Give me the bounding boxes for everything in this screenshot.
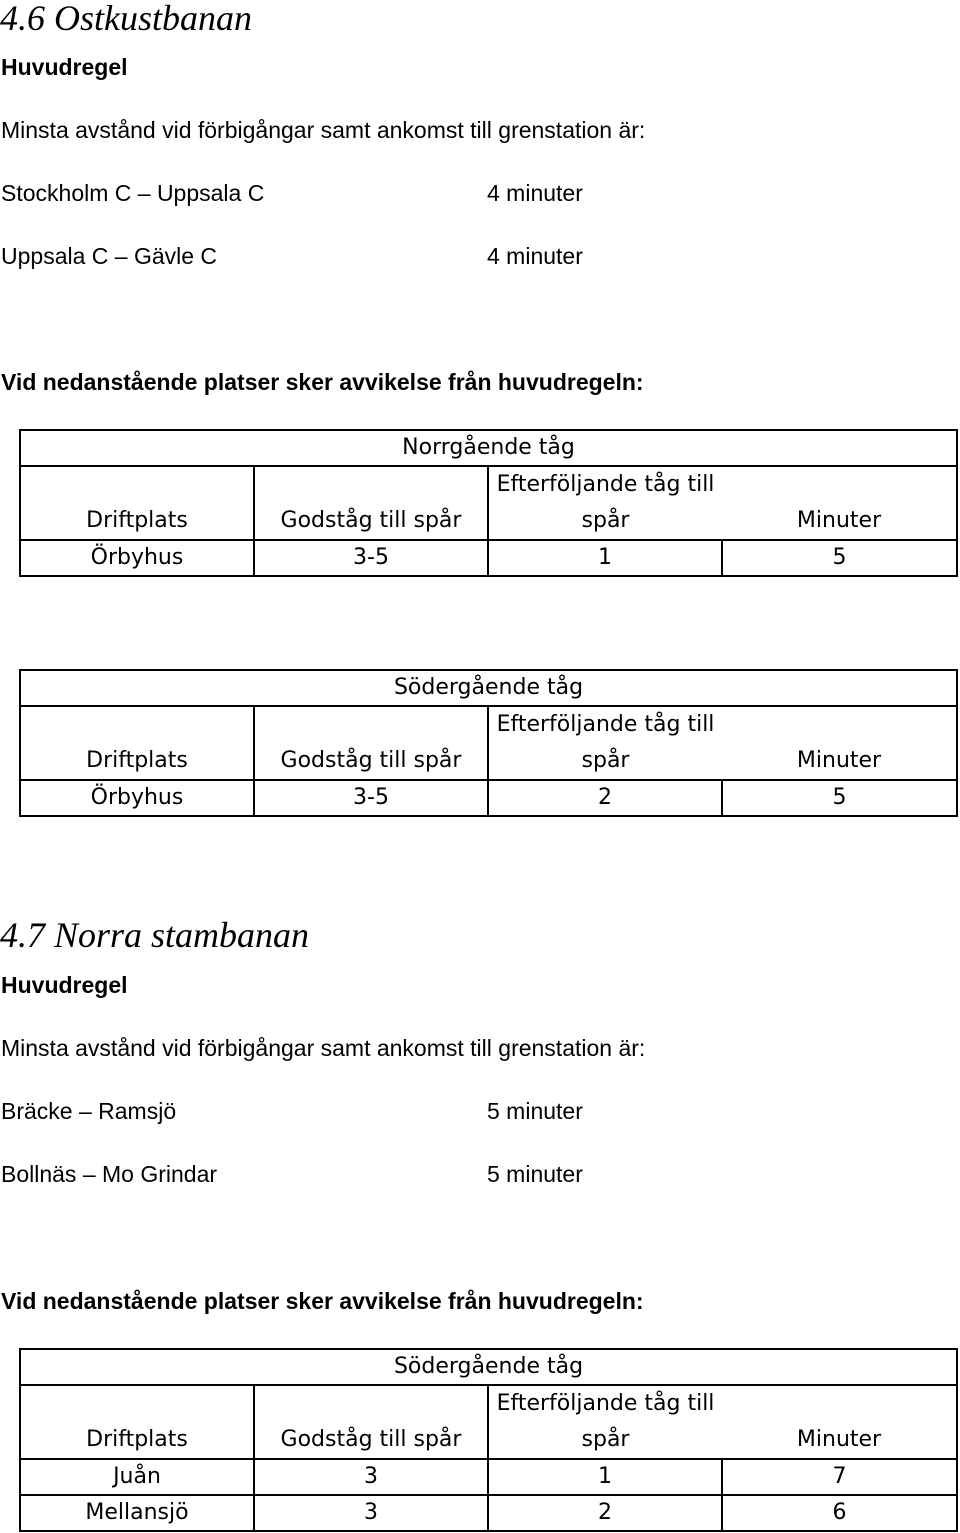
table-row	[20, 1495, 957, 1531]
header-driftplats: Driftplats	[20, 706, 254, 780]
cell-minuter: 7	[722, 1459, 957, 1495]
header-efterfoljande: Efterföljande tåg till spår	[488, 466, 722, 540]
cell-godstag: 3-5	[254, 780, 488, 816]
cell-driftplats: Örbyhus	[20, 540, 254, 576]
rule-time: 4 minuter	[487, 243, 583, 269]
intro-text: Minsta avstånd vid förbigångar samt ankomst till grenstation är:	[1, 117, 646, 143]
cell-driftplats: Juån	[20, 1459, 254, 1495]
main-rule-heading: Huvudregel	[1, 972, 128, 998]
header-minuter: Minuter	[722, 1385, 957, 1459]
rule-route: Stockholm C – Uppsala C	[1, 180, 265, 206]
table-row	[20, 540, 957, 576]
deviation-table-northbound	[19, 429, 958, 577]
cell-efterfoljande: 2	[488, 1495, 722, 1531]
cell-efterfoljande: 2	[488, 780, 722, 816]
deviation-heading: Vid nedanstående platser sker avvikelse från huvudregeln:	[1, 369, 644, 395]
cell-minuter: 6	[722, 1495, 957, 1531]
cell-godstag: 3-5	[254, 540, 488, 576]
rule-route: Bräcke – Ramsjö	[1, 1098, 177, 1124]
table-title: Södergående tåg	[20, 1349, 957, 1385]
header-driftplats: Driftplats	[20, 466, 254, 540]
table-row	[20, 1459, 957, 1495]
table-row	[20, 780, 957, 816]
cell-minuter: 5	[722, 540, 957, 576]
section-title: 4.7 Norra stambanan	[0, 915, 310, 955]
rule-route: Bollnäs – Mo Grindar	[1, 1161, 218, 1187]
cell-driftplats: Örbyhus	[20, 780, 254, 816]
main-rule-heading: Huvudregel	[1, 54, 128, 80]
rule-time: 4 minuter	[487, 180, 583, 206]
section-title: 4.6 Ostkustbanan	[0, 0, 252, 38]
deviation-table-southbound	[19, 669, 958, 817]
cell-driftplats: Mellansjö	[20, 1495, 254, 1531]
table-title: Norrgående tåg	[20, 430, 957, 466]
cell-efterfoljande: 1	[488, 1459, 722, 1495]
intro-text: Minsta avstånd vid förbigångar samt ankomst till grenstation är:	[1, 1035, 646, 1061]
header-minuter: Minuter	[722, 706, 957, 780]
rule-time: 5 minuter	[487, 1161, 583, 1187]
header-driftplats: Driftplats	[20, 1385, 254, 1459]
header-godstag: Godståg till spår	[254, 706, 488, 780]
cell-godstag: 3	[254, 1459, 488, 1495]
header-efterfoljande: Efterföljande tåg till spår	[488, 706, 722, 780]
cell-efterfoljande: 1	[488, 540, 722, 576]
deviation-heading: Vid nedanstående platser sker avvikelse från huvudregeln:	[1, 1288, 644, 1314]
rule-route: Uppsala C – Gävle C	[1, 243, 218, 269]
header-minuter: Minuter	[722, 466, 957, 540]
cell-godstag: 3	[254, 1495, 488, 1531]
rule-time: 5 minuter	[487, 1098, 583, 1124]
cell-minuter: 5	[722, 780, 957, 816]
table-title: Södergående tåg	[20, 670, 957, 706]
deviation-table-southbound	[19, 1348, 958, 1532]
header-godstag: Godståg till spår	[254, 466, 488, 540]
header-godstag: Godståg till spår	[254, 1385, 488, 1459]
header-efterfoljande: Efterföljande tåg till spår	[488, 1385, 722, 1459]
